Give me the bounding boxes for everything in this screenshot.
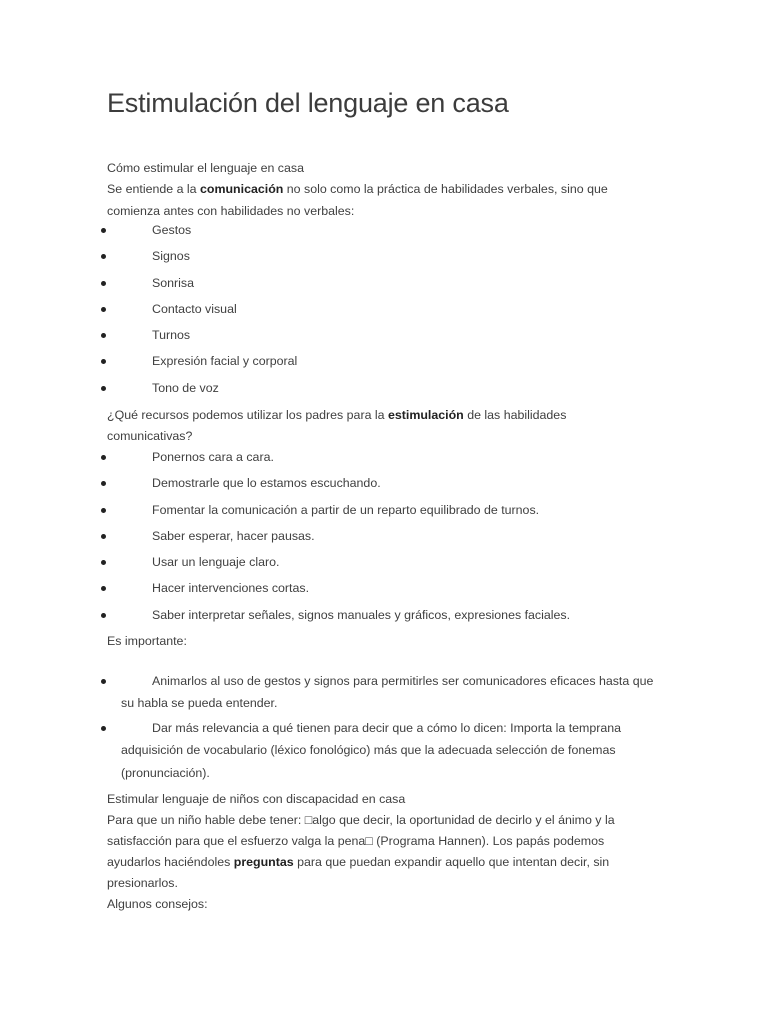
list-item: Saber esperar, hacer pausas.	[152, 529, 315, 543]
section4-line	[107, 852, 609, 873]
section4-line: Algunos consejos:	[107, 897, 208, 911]
list-item: Usar un lenguaje claro.	[152, 555, 280, 569]
section2-question	[107, 405, 566, 426]
list-item: Saber interpretar señales, signos manuales y gráficos, expresiones faciales.	[152, 608, 571, 622]
list-item: Sonrisa	[152, 276, 195, 290]
list-item: Hacer intervenciones cortas.	[152, 581, 310, 595]
bold-term: preguntas	[233, 855, 294, 869]
bullet-icon	[101, 455, 106, 460]
text-run: de las habilidades	[463, 408, 567, 422]
list-item: Demostrarle que lo estamos escuchando.	[152, 476, 381, 490]
section1-intro	[107, 179, 608, 200]
text-run: Se entiende a la	[107, 182, 201, 196]
bullet-icon	[101, 613, 106, 618]
bullet-icon	[101, 534, 106, 539]
bullet-icon	[101, 359, 106, 364]
list-item: Expresión facial y corporal	[152, 354, 298, 368]
list-item: Animarlos al uso de gestos y signos para permitirles ser comunicadores eficaces hasta que	[152, 674, 654, 688]
bold-term: comunicación	[200, 182, 284, 196]
list-item: Turnos	[152, 328, 191, 342]
text-run: ayudarlos haciéndoles	[107, 855, 234, 869]
bullet-icon	[101, 726, 106, 731]
bullet-icon	[101, 333, 106, 338]
list-item-continuation: su habla se pueda entender.	[121, 696, 278, 710]
section4-line: presionarlos.	[107, 876, 178, 890]
bullet-icon	[101, 508, 106, 513]
list-item: Contacto visual	[152, 302, 237, 316]
page-title: Estimulación del lenguaje en casa	[107, 88, 509, 118]
list-item: Gestos	[152, 223, 192, 237]
bullet-icon	[101, 679, 106, 684]
bullet-icon	[101, 281, 106, 286]
bullet-icon	[101, 481, 106, 486]
list-item: Signos	[152, 249, 190, 263]
list-item: Dar más relevancia a qué tienen para decir que a cómo lo dicen: Importa la temprana	[152, 721, 622, 735]
section4-line: Para que un niño hable debe tener: □algo que decir, la oportunidad de decirlo y el ánimo y la	[107, 813, 615, 827]
text-run: ¿Qué recursos podemos utilizar los padres para la	[107, 408, 388, 422]
section1-intro-line2: comienza antes con habilidades no verbales:	[107, 204, 355, 218]
bullet-icon	[101, 386, 106, 391]
bold-term: estimulación	[388, 408, 464, 422]
bullet-icon	[101, 254, 106, 259]
section2-question-line2: comunicativas?	[107, 429, 193, 443]
section1-heading: Cómo estimular el lenguaje en casa	[107, 161, 304, 175]
bullet-icon	[101, 228, 106, 233]
section4-line: satisfacción para que el esfuerzo valga la pena□ (Programa Hannen). Los papás podemos	[107, 834, 605, 848]
text-run: no solo como la práctica de habilidades verbales, sino que	[283, 182, 608, 196]
list-item-continuation: adquisición de vocabulario (léxico fonológico) más que la adecuada selección de fonemas	[121, 743, 616, 757]
section3-heading: Es importante:	[107, 634, 187, 648]
bullet-icon	[101, 307, 106, 312]
list-item: Fomentar la comunicación a partir de un reparto equilibrado de turnos.	[152, 503, 540, 517]
list-item: Tono de voz	[152, 381, 219, 395]
text-run: para que puedan expandir aquello que intentan decir, sin	[293, 855, 610, 869]
bullet-icon	[101, 586, 106, 591]
list-item-continuation: (pronunciación).	[121, 766, 210, 780]
bullet-icon	[101, 560, 106, 565]
list-item: Ponernos cara a cara.	[152, 450, 274, 464]
section4-heading: Estimular lenguaje de niños con discapacidad en casa	[107, 792, 406, 806]
